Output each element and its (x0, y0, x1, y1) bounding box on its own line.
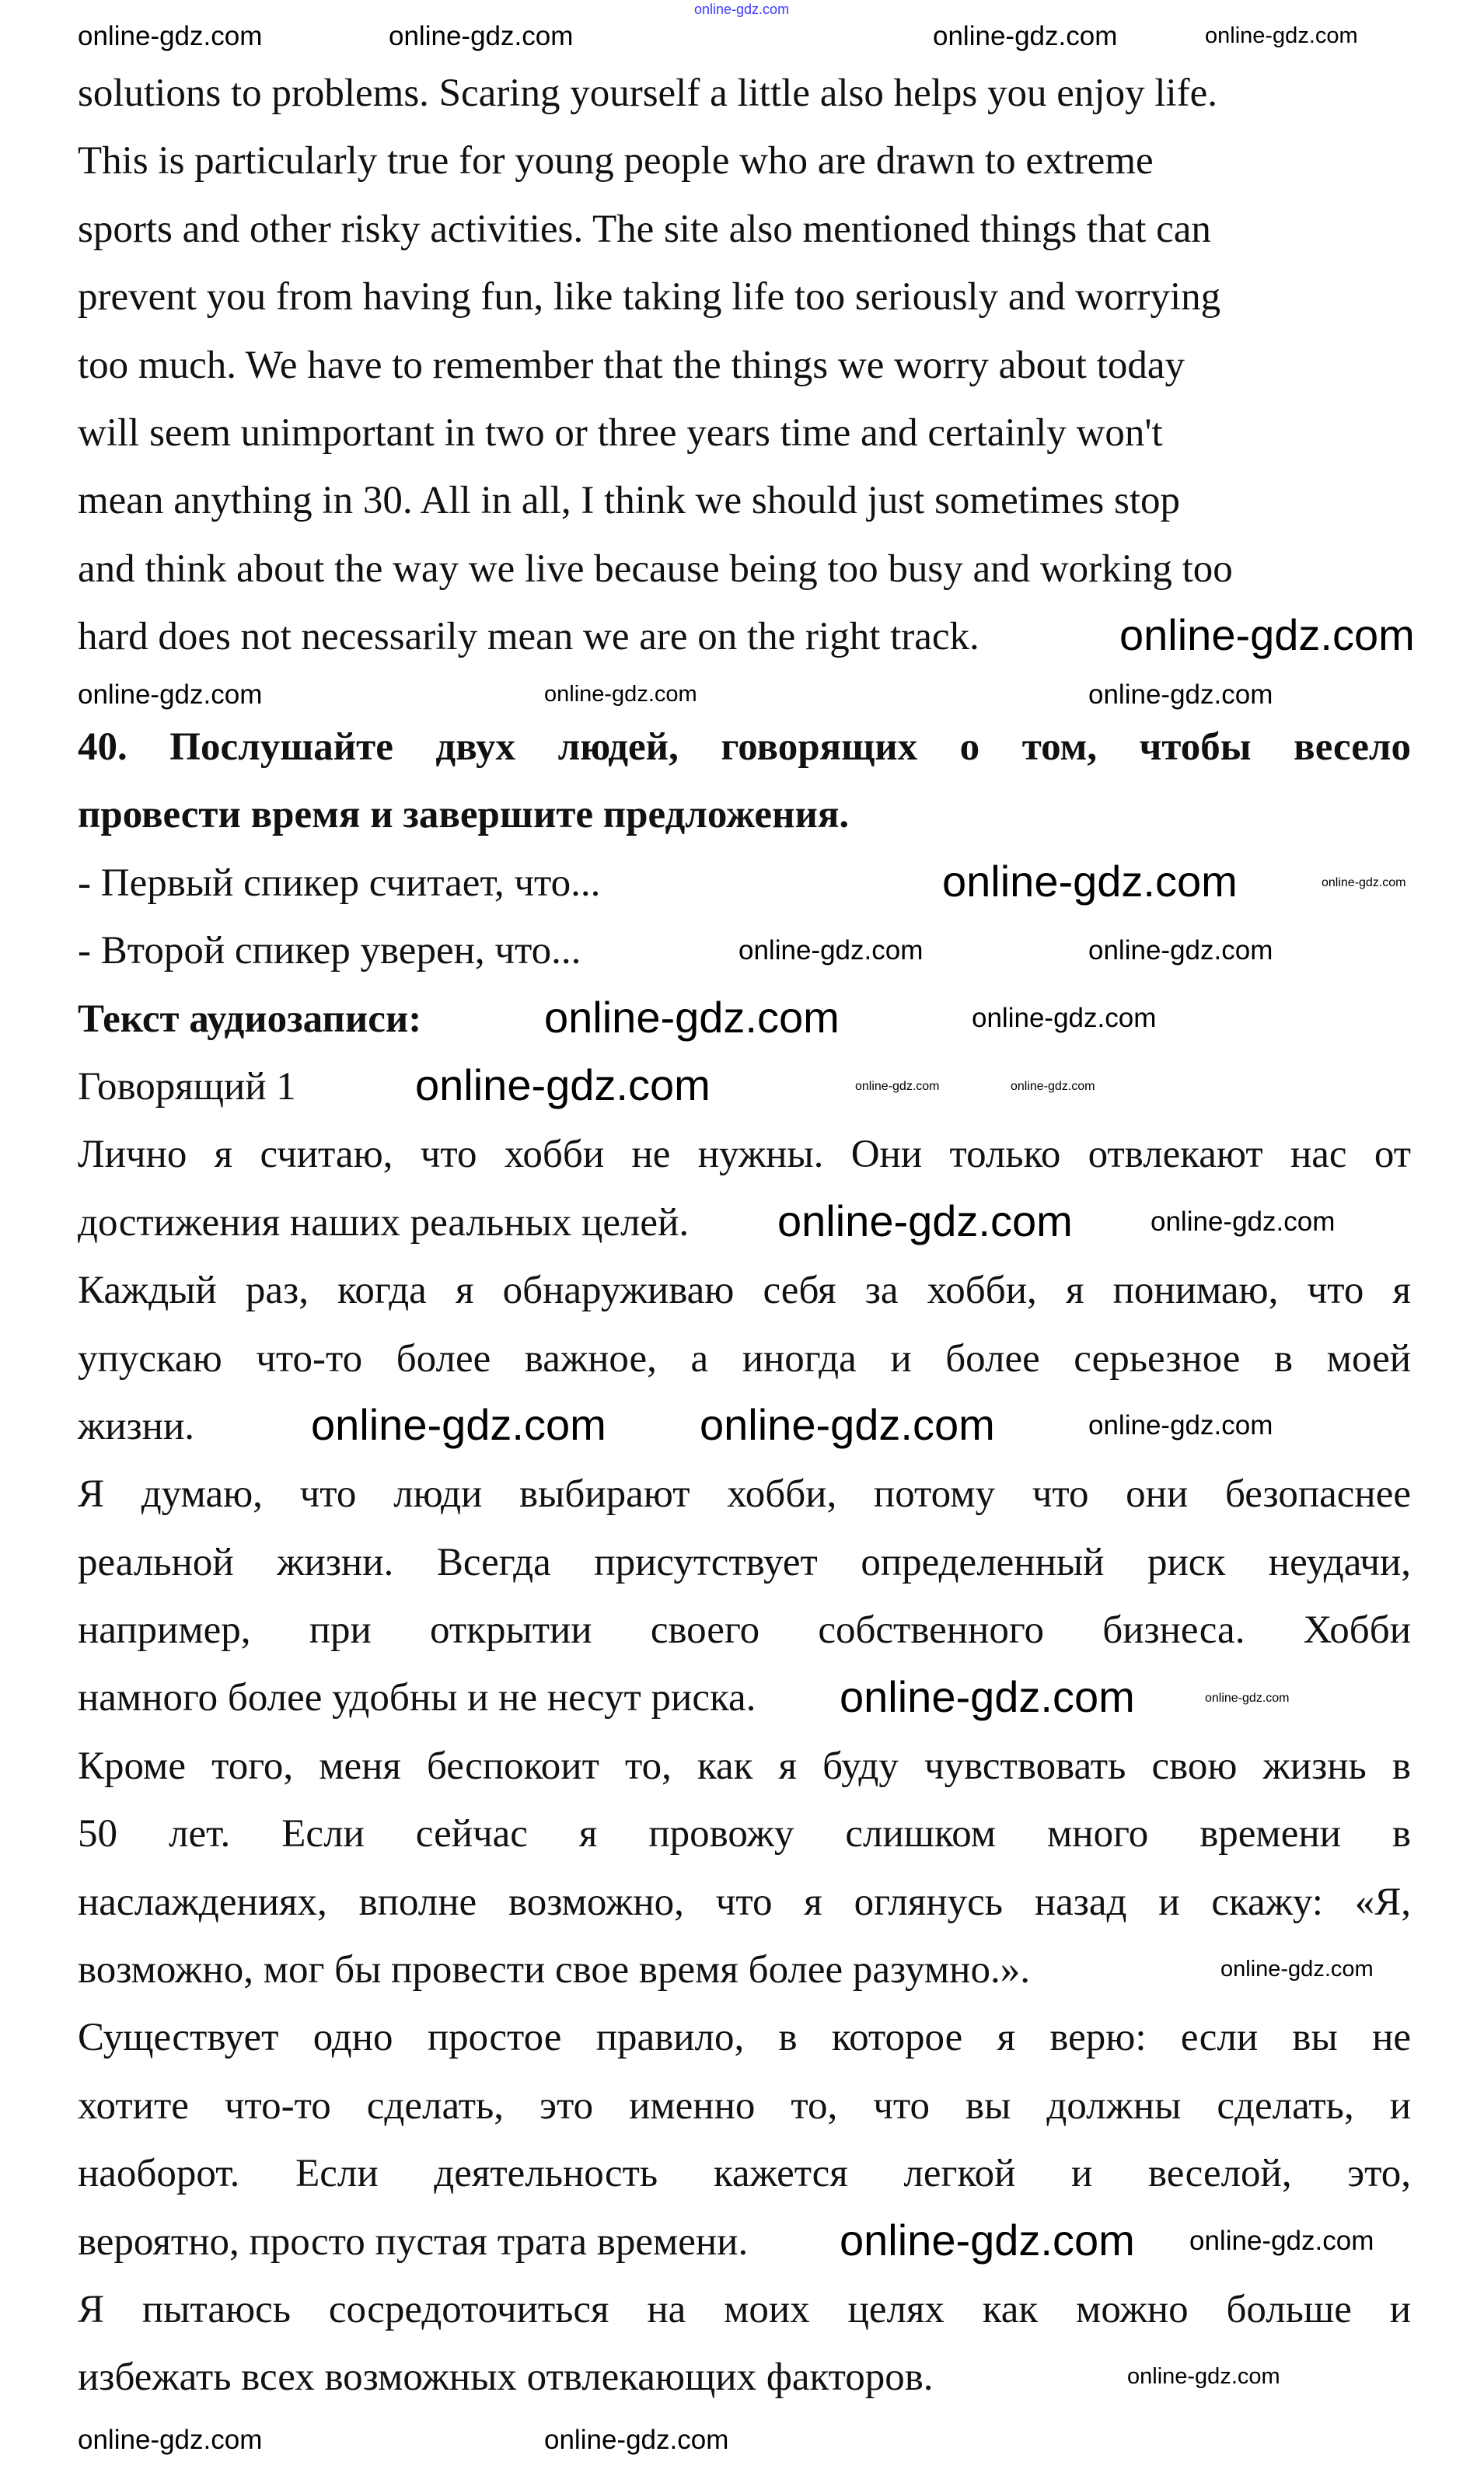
watermark: online-gdz.com (544, 2424, 729, 2455)
watermark: online-gdz.com (389, 20, 574, 51)
watermark: online-gdz.com (855, 1079, 940, 1093)
text-line: prevent you from having fun, like taking life too seriously and worrying (78, 275, 1221, 320)
watermark: online-gdz.com (739, 934, 924, 966)
watermark: online-gdz.com (78, 2424, 263, 2455)
text-line: will seem unimportant in two or three years time and certainly won't (78, 410, 1163, 455)
watermark: online-gdz.com (694, 2, 790, 18)
paragraph-line: хотите что-то сделать, это именно то, что вы должны сделать, и (78, 2083, 1411, 2128)
text-line: and think about the way we live because being too busy and working too (78, 547, 1233, 591)
paragraph-line: Лично я считаю, что хобби не нужны. Они только отвлекают нас от (78, 1133, 1411, 1177)
paragraph-line: наоборот. Если деятельность кажется легкой и веселой, это, (78, 2152, 1411, 2196)
paragraph-line: Я думаю, что люди выбирают хобби, потому что они безопаснее (78, 1472, 1411, 1517)
task-item: - Первый спикер считает, что... (78, 861, 601, 905)
paragraph-line: избежать всех возможных отвлекающих факторов. (78, 2356, 934, 2400)
text-line: too much. We have to remember that the things we worry about today (78, 343, 1185, 387)
watermark: online-gdz.com (700, 1399, 995, 1449)
paragraph-line: Я пытаюсь сосредоточиться на моих целях как можно больше и (78, 2287, 1411, 2331)
speaker-label: Говорящий 1 (78, 1064, 296, 1109)
paragraph-line: реальной жизни. Всегда присутствует определенный риск неудачи, (78, 1540, 1411, 1584)
watermark: online-gdz.com (544, 682, 697, 707)
paragraph-line: например, при открытии своего собственного бизнеса. Хобби (78, 1608, 1411, 1653)
paragraph-line: жизни. (78, 1404, 195, 1448)
watermark: online-gdz.com (1322, 875, 1406, 889)
paragraph-line: Каждый раз, когда я обнаруживаю себя за хобби, я понимаю, что я (78, 1269, 1411, 1313)
watermark: online-gdz.com (1220, 1956, 1374, 1982)
task-item: - Второй спикер уверен, что... (78, 929, 581, 973)
text-line: mean anything in 30. All in all, I think we should just sometimes stop (78, 479, 1180, 523)
paragraph-line: намного более удобны и не несут риска. (78, 1676, 756, 1720)
paragraph-line: 50 лет. Если сейчас я провожу слишком много времени в (78, 1812, 1411, 1856)
text-line: solutions to problems. Scaring yourself a little also helps you enjoy life. (78, 72, 1218, 115)
audio-transcript-title: Текст аудиозаписи: (78, 997, 422, 1041)
watermark: online-gdz.com (933, 20, 1118, 51)
paragraph-line: упускаю что-то более важное, а иногда и более серьезное в моей (78, 1336, 1411, 1381)
text-line: This is particularly true for young people who are drawn to extreme (78, 139, 1154, 183)
watermark: online-gdz.com (1088, 679, 1273, 710)
paragraph-line: Существует одно простое правило, в которое я верю: если вы не (78, 2016, 1411, 2060)
watermark: online-gdz.com (78, 679, 263, 710)
watermark: online-gdz.com (840, 1671, 1135, 1721)
text-line: hard does not necessarily mean we are on the right track. (78, 615, 979, 659)
watermark: online-gdz.com (1011, 1079, 1095, 1093)
watermark: online-gdz.com (311, 1399, 606, 1449)
paragraph-line: достижения наших реальных целей. (78, 1200, 690, 1245)
paragraph-line: возможно, мог бы провести свое время более разумно.». (78, 1948, 1030, 1992)
english-text-block (78, 60, 1411, 672)
task-heading-line: провести время и завершите предложения. (78, 793, 850, 837)
watermark: online-gdz.com (1088, 1410, 1273, 1441)
watermark: online-gdz.com (1119, 610, 1415, 660)
watermark: online-gdz.com (78, 20, 263, 51)
watermark: online-gdz.com (1088, 934, 1273, 966)
watermark: online-gdz.com (415, 1060, 711, 1109)
watermark: online-gdz.com (942, 856, 1238, 906)
paragraph-line: вероятно, просто пустая трата времени. (78, 2219, 749, 2264)
watermark: online-gdz.com (972, 1003, 1157, 1034)
watermark: online-gdz.com (1205, 23, 1358, 49)
russian-task-block (78, 714, 1411, 2412)
task-heading-line: 40. Послушайте двух людей, говорящих о том, чтобы весело (78, 725, 1411, 769)
watermark: online-gdz.com (1205, 1691, 1290, 1705)
watermark: online-gdz.com (1189, 2226, 1374, 2257)
paragraph-line: наслаждениях, вполне возможно, что я оглянусь назад и скажу: «Я, (78, 1880, 1411, 1924)
watermark: online-gdz.com (1151, 1207, 1336, 1238)
watermark: online-gdz.com (1127, 2364, 1280, 2390)
paragraph-line: Кроме того, меня беспокоит то, как я буду чувствовать свою жизнь в (78, 1744, 1411, 1788)
watermark: online-gdz.com (777, 1196, 1073, 1245)
watermark: online-gdz.com (544, 992, 840, 1042)
text-line: sports and other risky activities. The site also mentioned things that can (78, 207, 1211, 251)
watermark: online-gdz.com (840, 2215, 1135, 2265)
